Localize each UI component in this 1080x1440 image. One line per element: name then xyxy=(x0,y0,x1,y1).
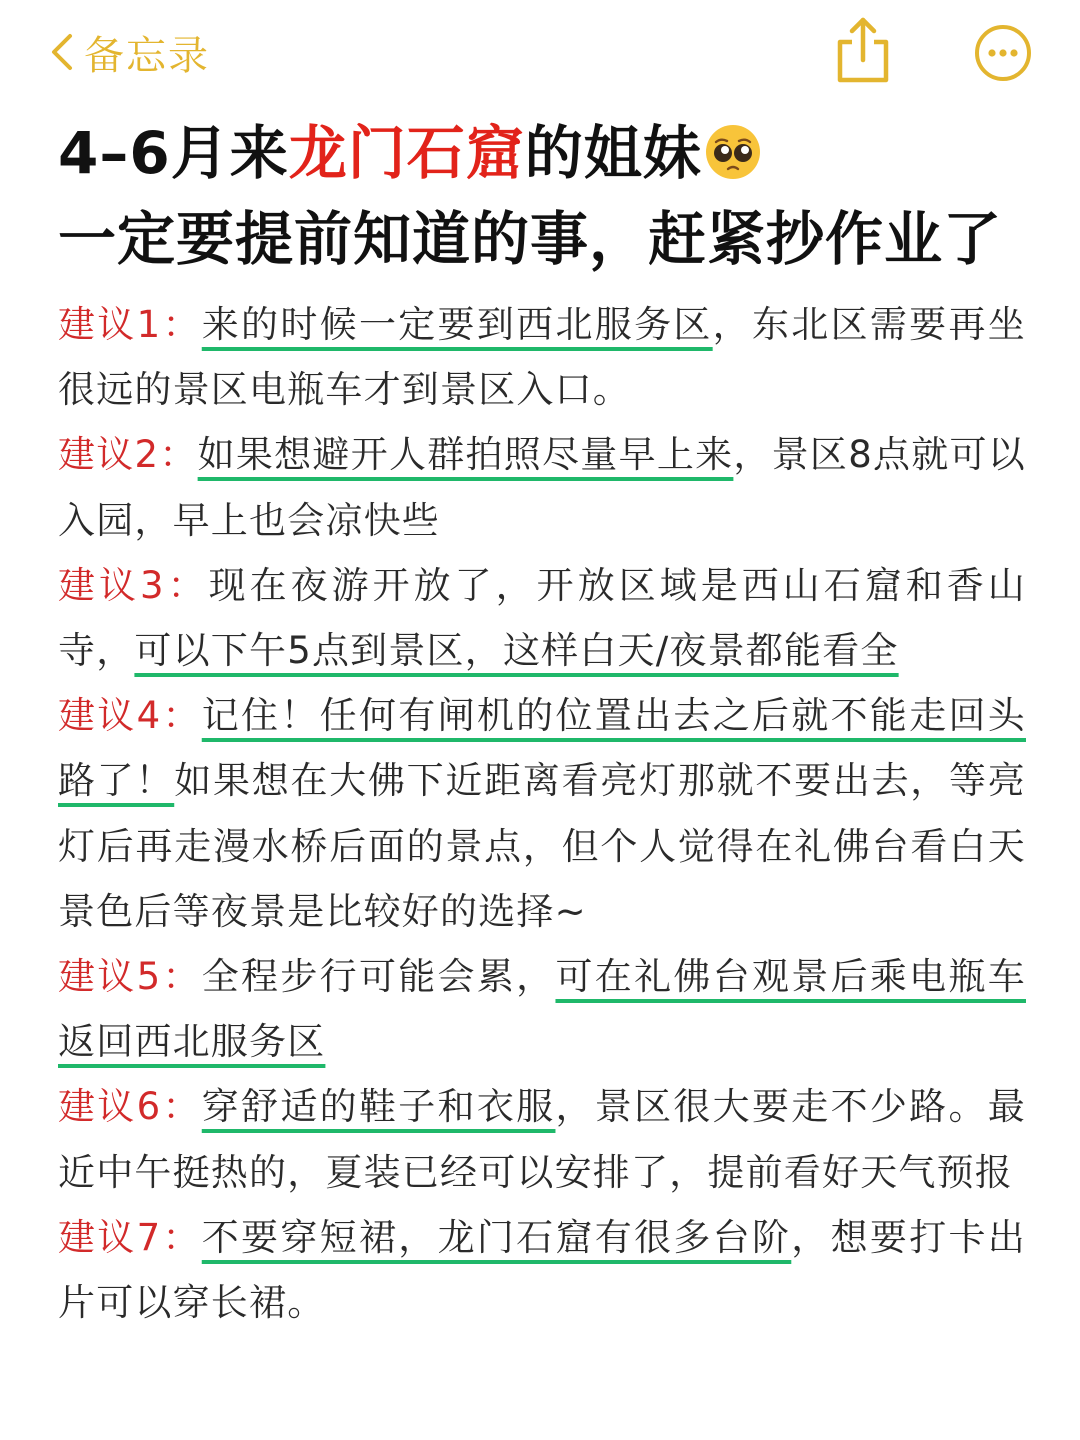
tip-label: 建议2： xyxy=(58,433,198,477)
tip-3 xyxy=(58,553,1026,683)
tip-label: 建议1： xyxy=(58,303,202,346)
tip-2 xyxy=(58,422,1026,552)
tip-1 xyxy=(58,292,1026,422)
nav-bar xyxy=(0,0,1080,110)
tip-text: ，东北区需要再坐很远的景区电瓶车才到景区入口。 xyxy=(58,303,1026,412)
tip-text: ，景区8点就可以入园，早上也会凉快些 xyxy=(58,433,1027,542)
tip-label: 建议5： xyxy=(58,955,202,999)
tip-label: 建议6： xyxy=(58,1085,202,1129)
tip-underlined-text: 来的时候一定要到西北服务区 xyxy=(201,303,713,346)
tip-underlined-text: 如果想避开人群拍照尽量早上来 xyxy=(197,433,734,477)
more-button[interactable] xyxy=(974,24,1032,82)
tip-4 xyxy=(58,683,1026,944)
tip-underlined-text: 可在礼佛台观景后乘电瓶车返回西北服务区 xyxy=(58,955,1026,1064)
tip-5 xyxy=(58,944,1026,1074)
tip-text: ，想要打卡出片可以穿长裙。 xyxy=(58,1215,1027,1325)
title-line-2: 一定要提前知道的事，赶紧抄作业了 xyxy=(58,205,1003,273)
tip-6 xyxy=(58,1074,1026,1204)
pleading-face-emoji-icon xyxy=(704,123,762,181)
tip-label: 建议3： xyxy=(58,563,209,607)
tip-text: 全程步行可能会累， xyxy=(201,955,556,999)
tip-label: 建议7： xyxy=(58,1215,202,1259)
tip-underlined-text: 记住！任何有闸机的位置出去之后就不能走回头路了！ xyxy=(58,694,1026,803)
tip-underlined-text: 不要穿短裙，龙门石窟有很多台阶 xyxy=(201,1215,792,1259)
note-title xyxy=(58,110,1048,282)
back-button[interactable] xyxy=(50,24,210,80)
chevron-left-icon xyxy=(50,32,74,72)
tip-7 xyxy=(58,1205,1026,1335)
tip-underlined-text: 可以下午5点到景区，这样白天/夜景都能看全 xyxy=(134,629,899,673)
tip-text: 如果想在大佛下近距离看亮灯那就不要出去，等亮灯后再走漫水桥后面的景点，但个人觉得在礼佛台看白天景色后等夜景是比较好的选择~ xyxy=(58,759,1026,933)
title-line-1: 4–6月来龙门石窟的姐妹 xyxy=(58,110,1048,196)
more-icon xyxy=(974,24,1032,82)
share-button[interactable] xyxy=(832,16,894,84)
note-body xyxy=(58,292,1026,1335)
tip-text: 现在夜游开放了，开放区域是西山石窟和香山寺， xyxy=(58,563,1027,673)
back-label: 备忘录 xyxy=(84,32,210,79)
tip-text: ，景区很大要走不少路。最近中午挺热的，夏装已经可以安排了，提前看好天气预报 xyxy=(58,1085,1026,1194)
share-icon xyxy=(832,16,894,84)
title-highlight: 龙门石窟 xyxy=(288,119,525,187)
tip-label: 建议4： xyxy=(58,694,202,738)
tip-underlined-text: 穿舒适的鞋子和衣服 xyxy=(201,1085,556,1129)
